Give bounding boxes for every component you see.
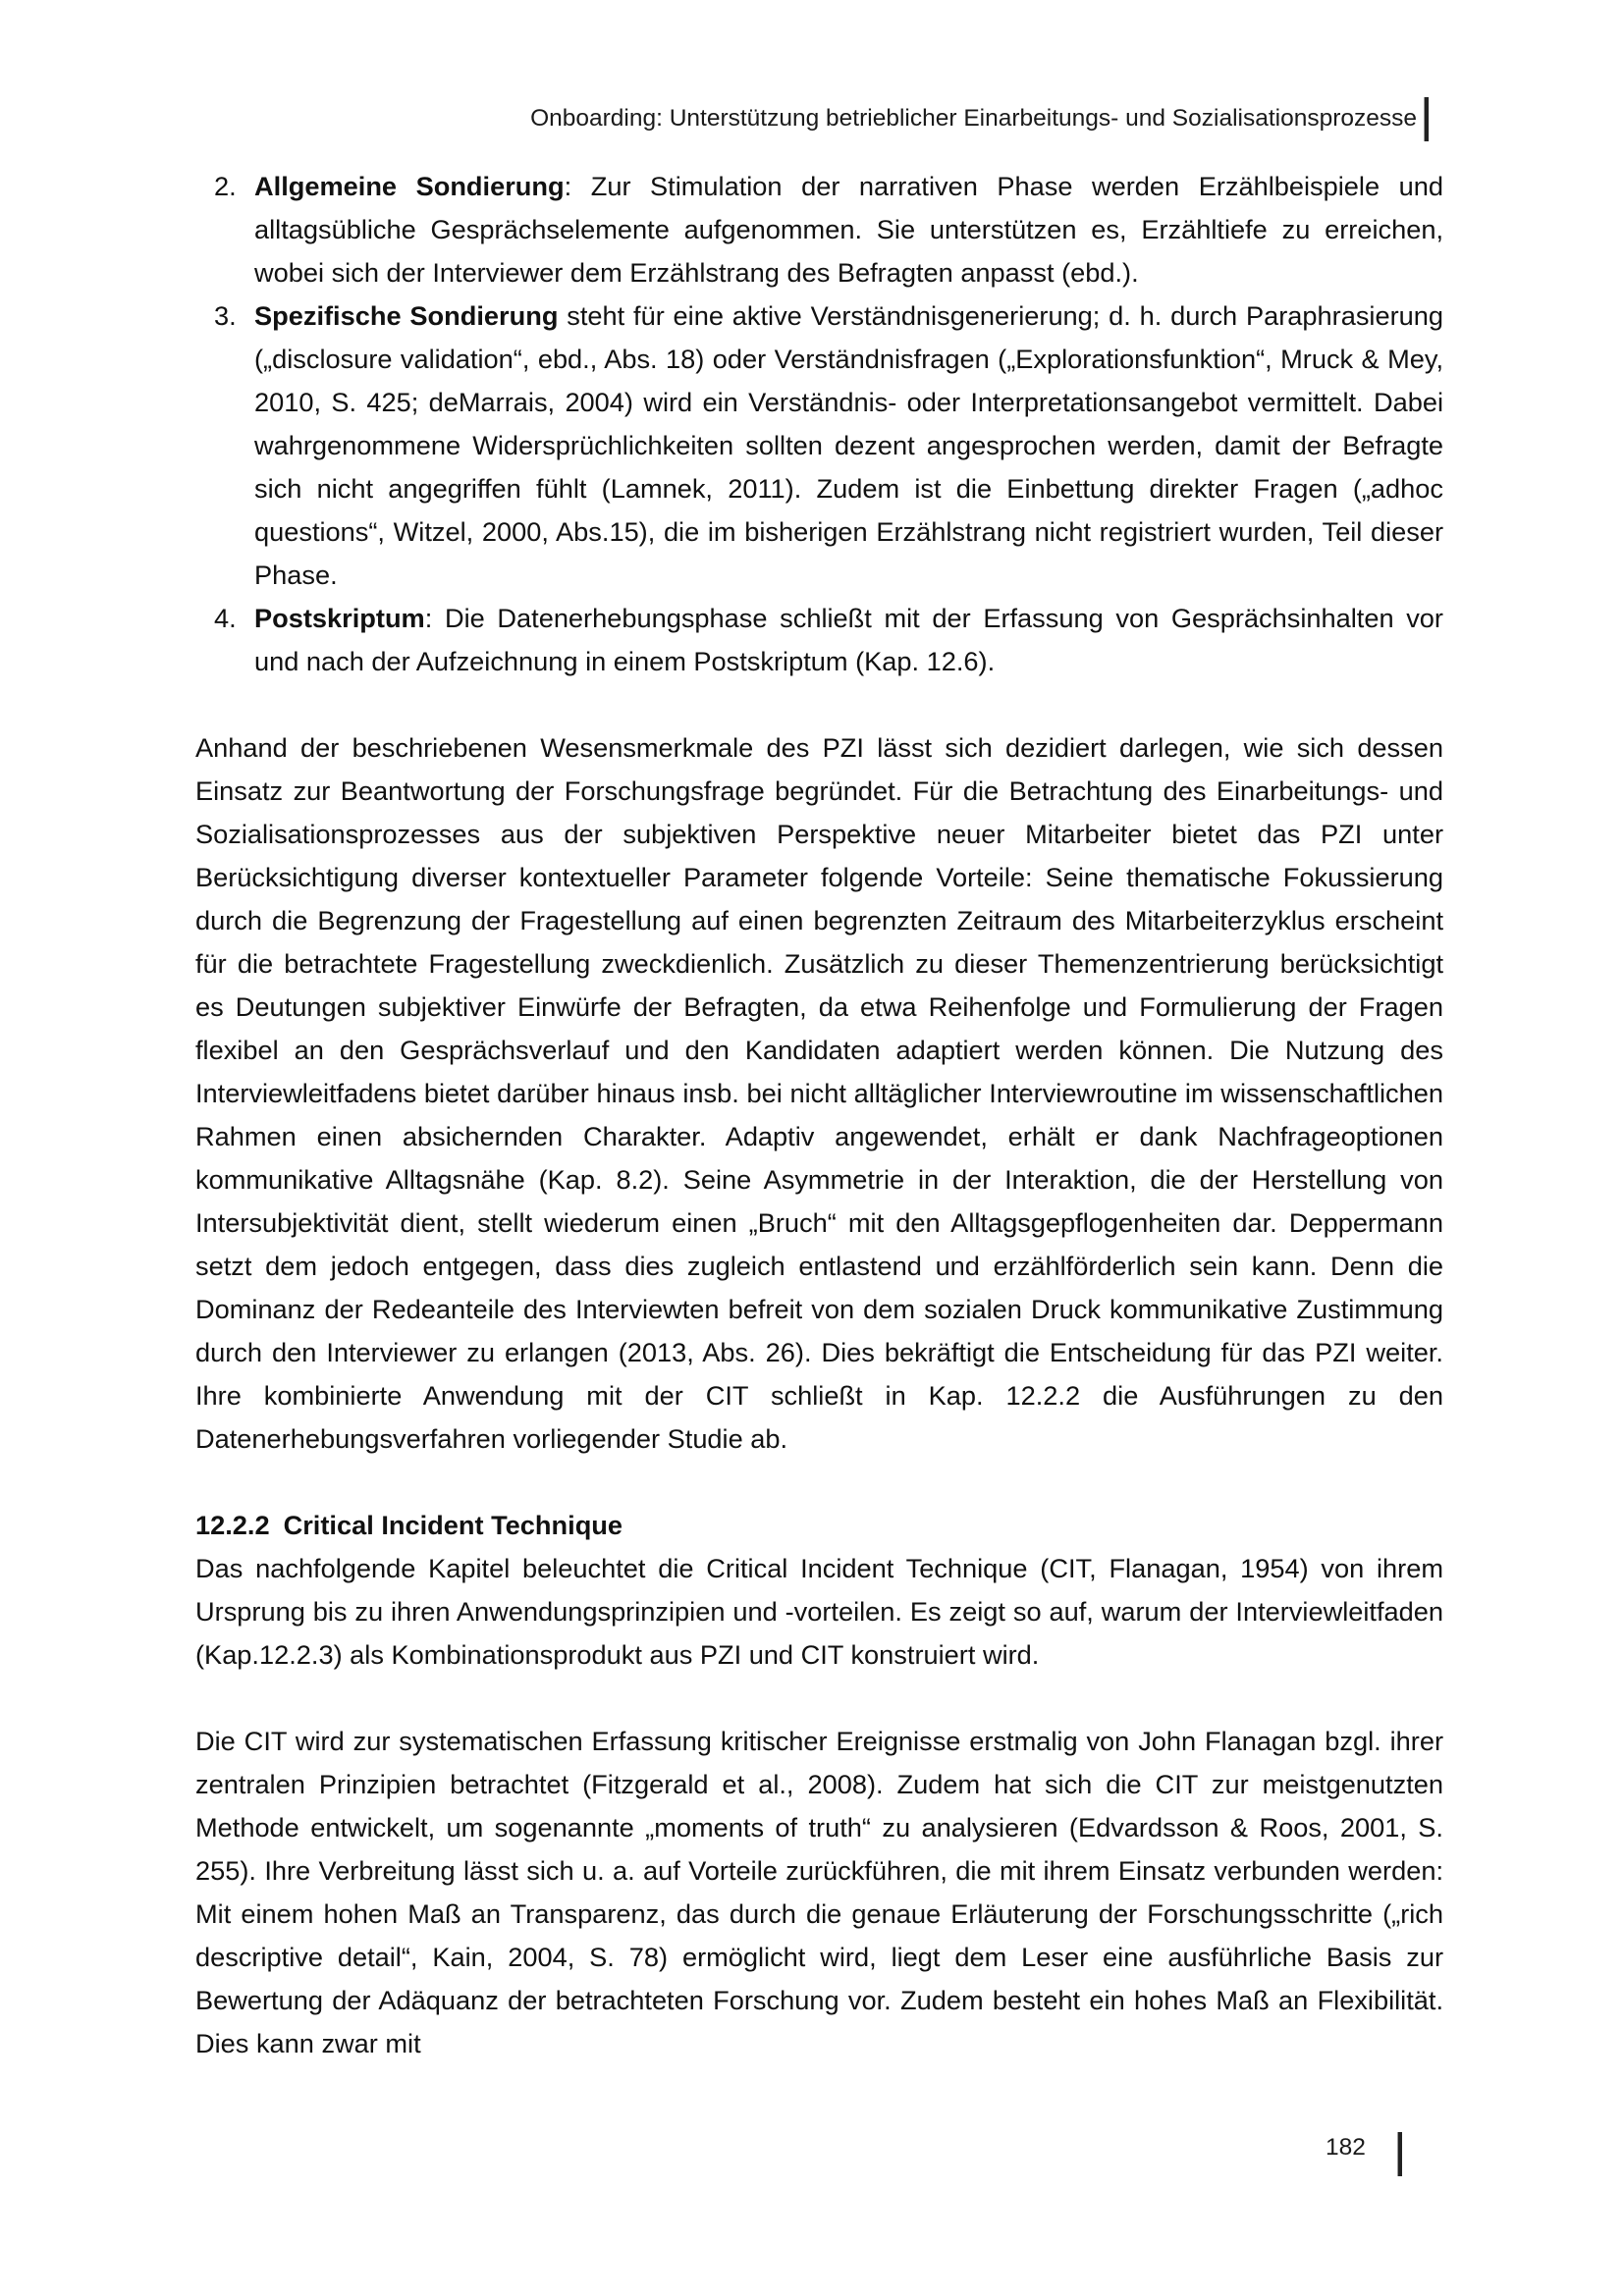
list-item-number: 3.	[214, 300, 237, 331]
phase-list	[195, 165, 1443, 683]
section-title: Critical Incident Technique	[283, 1510, 623, 1540]
section-heading	[195, 1504, 1443, 1547]
list-item-number: 2.	[214, 171, 237, 201]
page-number: 182	[1326, 2134, 1366, 2161]
page-body	[195, 165, 1443, 2065]
list-item-term: Postskriptum	[254, 603, 425, 633]
list-item-number: 4.	[214, 603, 237, 633]
list-item	[195, 165, 1443, 294]
list-item-term: Allgemeine Sondierung	[254, 171, 565, 201]
list-item-text: steht für eine aktive Verständnisgenerierung; d. h. durch Paraphrasierung („disclosure validation“, ebd., Abs. 18) oder Verständnisfragen („Explorationsfunktion“, Mruck & Mey, 2010, S. 425; deMarrais, 2004) wird ein Verständnis- oder Interpretationsangebot vermittelt. Dabei wahrgenommene Widersprüchlichkeiten sollten dezent angesprochen werden, damit der Befragte sich nicht angegriffen fühlt (Lamnek, 2011). Zudem ist die Einbettung direkter Fragen („adhoc questions“, Witzel, 2000, Abs.15), die im bisherigen Erzählstrang nicht registriert wurden, Teil dieser Phase.	[254, 300, 1443, 590]
paragraph-pzi-advantages: Anhand der beschriebenen Wesensmerkmale des PZI lässt sich dezidiert darlegen, wie sich dessen Einsatz zur Beantwortung der Forschungsfrage begründet. Für die Betrachtung des Einarbeitungs- und Sozialisationsprozesses aus der subjektiven Perspektive neuer Mitarbeiter bietet das PZI unter Berücksichtigung diverser kontextueller Parameter folgende Vorteile: Seine thematische Fokussierung durch die Begrenzung der Fragestellung auf einen begrenzten Zeitraum des Mitarbeiterzyklus erscheint für die betrachtete Fragestellung zweckdienlich. Zusätzlich zu dieser Themenzentrierung berücksichtigt es Deutungen subjektiver Einwürfe der Befragten, da etwa Reihenfolge und Formulierung der Fragen flexibel an den Gesprächsverlauf und den Kandidaten adaptiert werden können. Die Nutzung des Interviewleitfadens bietet darüber hinaus insb. bei nicht alltäglicher Interviewroutine im wissenschaftlichen Rahmen einen absichernden Charakter. Adaptiv angewendet, erhält er dank Nachfrageoptionen kommunikative Alltagsnähe (Kap. 8.2). Seine Asymmetrie in der Interaktion, die der Herstellung von Intersubjektivität dient, stellt wiederum einen „Bruch“ mit den Alltagsgepflogenheiten dar. Deppermann setzt dem jedoch entgegen, dass dies zugleich entlastend und erzählförderlich sein kann. Denn die Dominanz der Redeanteile des Interviewten befreit von dem sozialen Druck kommunikative Zustimmung durch den Interviewer zu erlangen (2013, Abs. 26). Dies bekräftigt die Entscheidung für das PZI weiter. Ihre kombinierte Anwendung mit der CIT schließt in Kap. 12.2.2 die Ausführungen zu den Datenerhebungsverfahren vorliegender Studie ab.	[195, 732, 1443, 1454]
footer-rule	[1398, 2132, 1402, 2176]
paragraph-cit-history: Die CIT wird zur systematischen Erfassung kritischer Ereignisse erstmalig von John Flanagan bzgl. ihrer zentralen Prinzipien betrachtet (Fitzgerald et al., 2008). Zudem hat sich die CIT zur meistgenutzten Methode entwickelt, um sogenannte „moments of truth“ zu analysieren (Edvardsson & Roos, 2001, S. 255). Ihre Verbreitung lässt sich u. a. auf Vorteile zurückführen, die mit ihrem Einsatz verbunden werden: Mit einem hohen Maß an Transparenz, das durch die genaue Erläuterung der Forschungsschritte („rich descriptive detail“, Kain, 2004, S. 78) ermöglicht wird, liegt dem Leser eine ausführliche Basis zur Bewertung der Adäquanz der betrachteten Forschung vor. Zudem besteht ein hohes Maß an Flexibilität. Dies kann zwar mit	[195, 1726, 1443, 2058]
list-item	[195, 294, 1443, 597]
running-header: Onboarding: Unterstützung betrieblicher Einarbeitungs- und Sozialisationsprozesse	[530, 105, 1417, 132]
section-number: 12.2.2	[195, 1510, 270, 1540]
list-item-text: : Die Datenerhebungsphase schließt mit der Erfassung von Gesprächsinhalten vor und nach der Aufzeichnung in einem Postskriptum (Kap. 12.6).	[254, 603, 1443, 676]
list-item-text: : Zur Stimulation der narrativen Phase werden Erzählbeispiele und alltagsübliche Gesprächselemente aufgenommen. Sie unterstützen es, Erzähltiefe zu erreichen, wobei sich der Interviewer dem Erzählstrang des Befragten anpasst (ebd.).	[254, 171, 1443, 288]
header-rule	[1425, 97, 1429, 141]
list-item-term: Spezifische Sondierung	[254, 300, 559, 331]
paragraph-cit-intro: Das nachfolgende Kapitel beleuchtet die Critical Incident Technique (CIT, Flanagan, 1954) von ihrem Ursprung bis zu ihren Anwendungsprinzipien und -vorteilen. Es zeigt so auf, warum der Interviewleitfaden (Kap.12.2.3) als Kombinationsprodukt aus PZI und CIT konstruiert wird.	[195, 1553, 1443, 1670]
list-item	[195, 597, 1443, 683]
